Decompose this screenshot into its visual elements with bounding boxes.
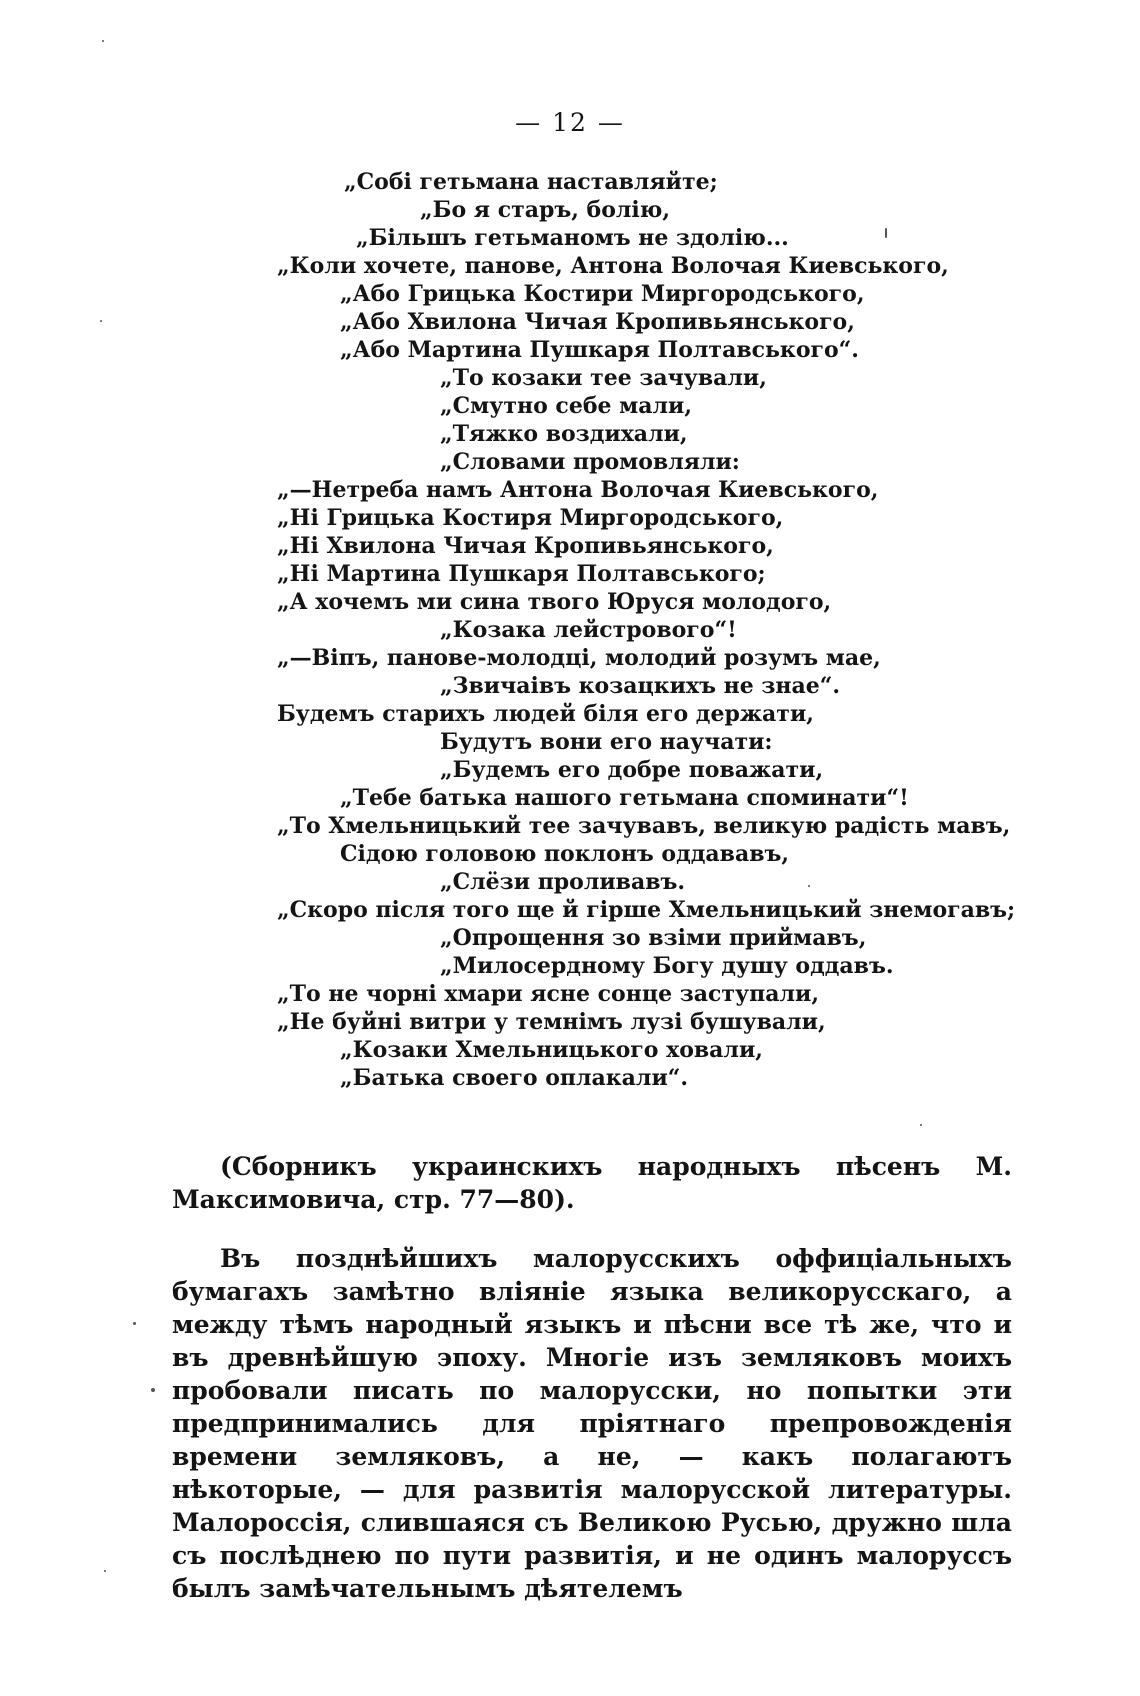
citation: (Сборникъ украинскихъ народныхъ пѣсенъ М. Максимовича, стр. 77—80). [172, 1152, 1012, 1214]
poem-line: „Будемъ его добре поважати, [440, 757, 824, 783]
poem-line: „Або Грицька Костири Миргородського, [340, 281, 865, 307]
poem-line: „Ні Мартина Пушкаря Полтавського; [277, 561, 766, 587]
poem-line: „Собі гетьмана наставляйте; [344, 169, 718, 195]
poem-line: „Опрощення зо взіми приймавъ, [440, 925, 867, 951]
poem-line: „То козаки тее зачували, [440, 365, 767, 391]
poem-line: „Звичаівъ козацкихъ не знае“. [440, 673, 841, 699]
body-paragraph: Въ позднѣйшихъ малорусскихъ оффиціальныхъ бумагахъ замѣтно вліяніе языка великорусскаго, а между тѣмъ народный языкъ и пѣсни все тѣ же, что и въ древнѣйшую эпоху. Многіе изъ земляковъ моихъ пробовали писать по малорусски, но попытки эти предпринимались для пріятнаго препровожденія времени земляковъ, а не, — какъ полагаютъ нѣкоторые, — для развитія малорусской литературы. Малороссія, слившаяся съ Великою Русью, дружно шла съ послѣднею по пути развитія, и не одинъ малоруссъ былъ замѣчательнымъ дѣятелемъ [172, 1244, 1012, 1603]
poem-line: „Коли хочете, панове, Антона Волочая Киевського, [277, 253, 949, 279]
poem-line: „То не чорні хмари ясне сонце заступали, [277, 981, 819, 1007]
scan-speck [885, 228, 887, 238]
poem-line: „То Хмельницький тее зачувавъ, великую радість мавъ, [277, 813, 1011, 839]
poem-line: „Словами промовляли: [440, 449, 740, 475]
poem-line: „Милосердному Богу душу оддавъ. [440, 953, 894, 979]
poem-line: „Тебе батька нашого гетьмана споминати“! [340, 785, 909, 811]
poem-line: Сідою головою поклонъ оддававъ, [340, 841, 790, 867]
poem-line: „Більшъ гетьманомъ не здолію... [356, 225, 789, 251]
scan-speck [133, 1322, 136, 1325]
poem-line: „Скоро після того ще й гірше Хмельницький знемогавъ; [277, 897, 1016, 923]
poem-line: „Ні Хвилона Чичая Кропивьянського, [277, 533, 774, 559]
scan-speck [920, 1124, 922, 1126]
poem-line: „Або Хвилона Чичая Кропивьянського, [340, 309, 855, 335]
poem-line: „Не буйні витри у темнімъ лузі бушували, [277, 1009, 826, 1035]
poem-line: „Козака лейстрового“! [440, 617, 737, 643]
poem-line: „Бо я старъ, болію, [420, 197, 670, 223]
poem-line: „Смутно себе мали, [440, 393, 693, 419]
poem-line: Будемъ старихъ людей біля его держати, [277, 701, 814, 727]
scan-speck [102, 40, 104, 42]
poem-line: „—Віпъ, панове-молодці, молодий розумъ мае, [277, 645, 881, 671]
scan-speck [100, 320, 102, 322]
poem-line: Будутъ вони его научати: [440, 729, 773, 755]
scan-speck [151, 1388, 155, 1392]
poem-line: „Слёзи проливавъ. [440, 869, 686, 895]
poem-line: „Тяжко воздихали, [440, 421, 688, 447]
poem-line: „Або Мартина Пушкаря Полтавського“. [340, 337, 859, 363]
poem-line: „Батька своего оплакали“. [340, 1065, 689, 1091]
scan-speck [104, 1570, 106, 1572]
poem-line: „—Нетреба намъ Антона Волочая Киевського, [277, 477, 879, 503]
poem-line: „Ні Грицька Костиря Миргородського, [277, 505, 784, 531]
page-number: — 12 — [515, 108, 625, 137]
scan-speck [808, 885, 810, 887]
poem-line: „А хочемъ ми сина твого Юруся молодого, [277, 589, 832, 615]
poem-line: „Козаки Хмельницького ховали, [340, 1037, 763, 1063]
